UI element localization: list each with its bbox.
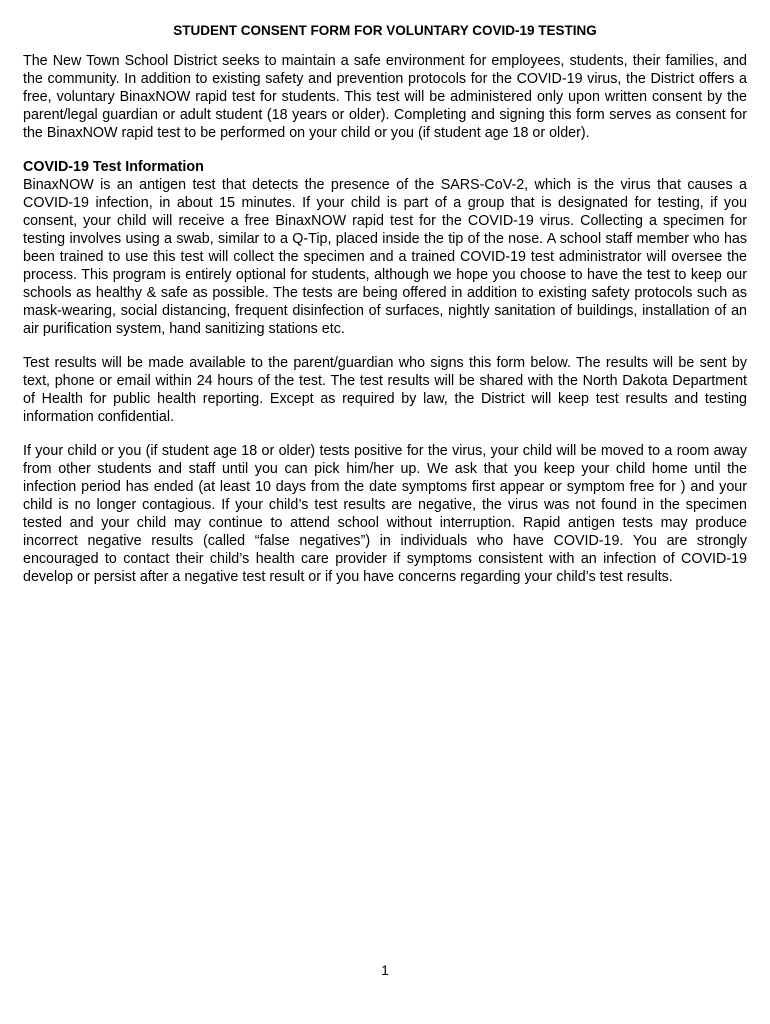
intro-paragraph: The New Town School District seeks to maintain a safe environment for employees, students, their families, and the community. In addition to existing safety and prevention protocols for the COVID-19 virus, the District offers a free, voluntary BinaxNOW rapid test for students. This test will be administered only upon written consent by the parent/legal guardian or adult student (18 years or older). Completing and signing this form serves as consent for the BinaxNOW rapid test to be performed on your child or you (if student age 18 or older).	[23, 53, 747, 141]
positive-result-paragraph: If your child or you (if student age 18 or older) tests positive for the virus, your child will be moved to a room away from other students and staff until you can pick him/her up. We ask that you keep your child home until the infection period has ended (at least 10 days from the date symptoms first appear or symptom free for ) and your child is no longer contagious. If your child’s test results are negative, the virus was not found in the specimen tested and your child may continue to attend school without interruption. Rapid antigen tests may produce incorrect negative results (called “false negatives”) in individuals who have COVID-19. You are strongly encouraged to contact their child’s health care provider if symptoms consistent with an infection of COVID-19 develop or persist after a negative test result or if you have concerns regarding your child’s test results.	[23, 443, 747, 585]
test-information-paragraph: BinaxNOW is an antigen test that detects the presence of the SARS-CoV-2, which is the virus that causes a COVID-19 infection, in about 15 minutes. If your child is part of a group that is designated for testing, if you consent, your child will receive a free BinaxNOW rapid test for the COVID-19 virus. Collecting a specimen for testing involves using a swab, similar to a Q-Tip, placed inside the tip of the nose. A school staff member who has been trained to use this test will collect the specimen and a trained COVID-19 test administrator will oversee the process. This program is entirely optional for students, although we hope you choose to have the test to keep our schools as healthy & safe as possible. The tests are being offered in addition to existing safety protocols such as mask-wearing, social distancing, frequent disinfection of surfaces, nightly sanitation of buildings, installation of an air purification system, hand sanitizing stations etc.	[23, 177, 747, 337]
section-heading: COVID-19 Test Information	[23, 159, 204, 175]
results-paragraph: Test results will be made available to the parent/guardian who signs this form below. The results will be sent by text, phone or email within 24 hours of the test. The test results will be shared with the North Dakota Department of Health for public health reporting. Except as required by law, the District will keep test results and testing information confidential.	[23, 355, 747, 425]
document-page	[23, 22, 747, 602]
page-title: STUDENT CONSENT FORM FOR VOLUNTARY COVID-19 TESTING	[173, 23, 597, 38]
page-number: 1	[381, 962, 389, 978]
